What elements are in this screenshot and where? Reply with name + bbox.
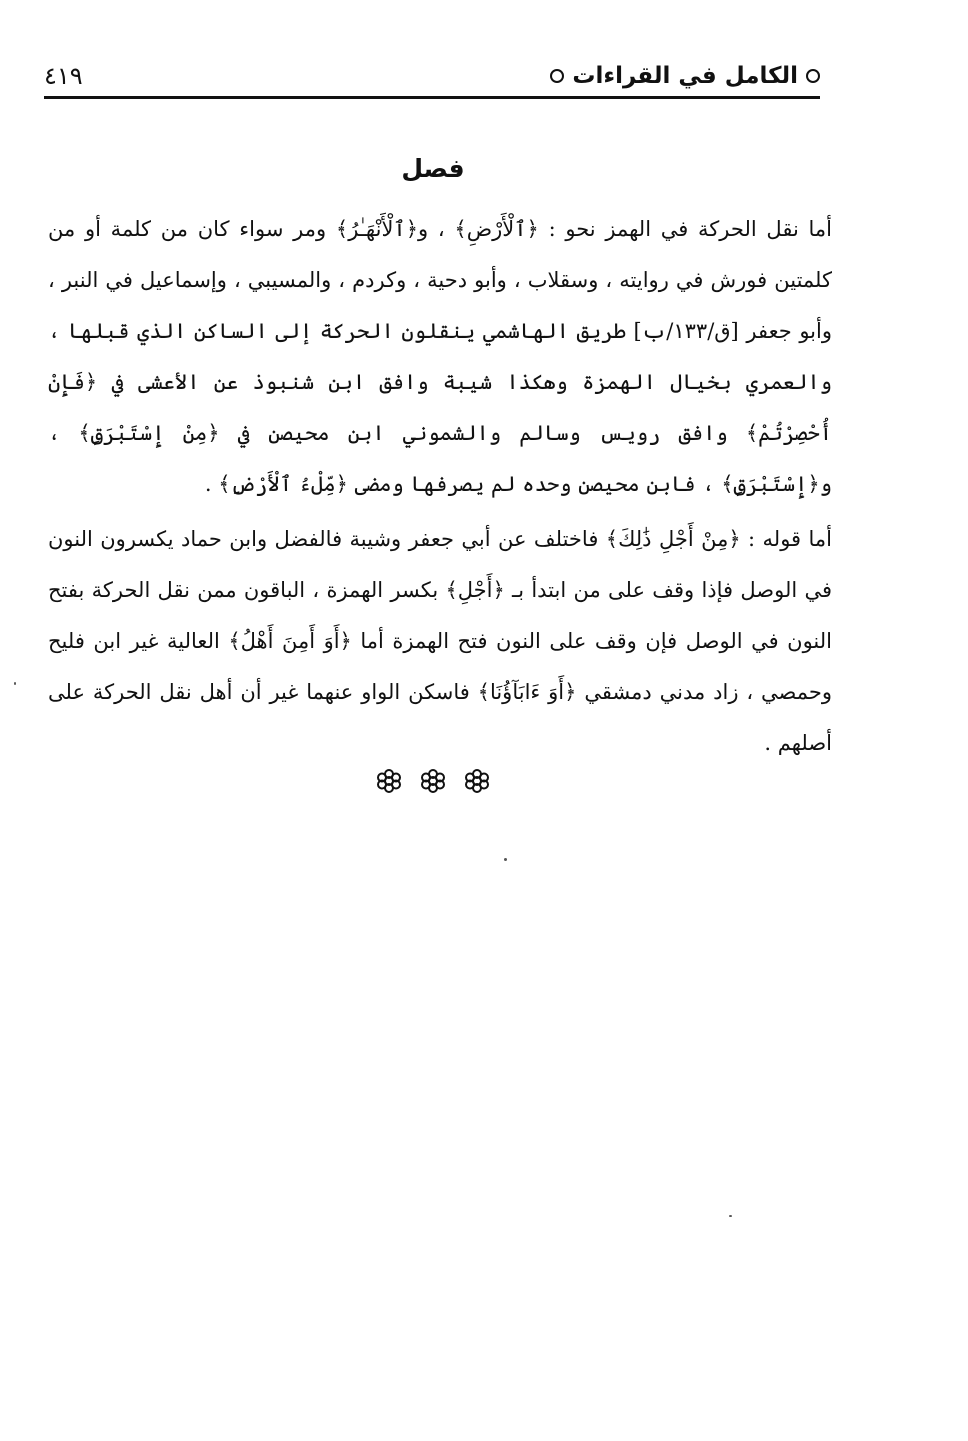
flower-icon <box>464 768 490 794</box>
flower-icon <box>420 768 446 794</box>
section-separator <box>0 768 866 794</box>
scan-speck <box>14 682 16 685</box>
chapter-title: فصل <box>401 154 465 183</box>
paragraph: أما نقل الحركة في الهمز نحو : ﴿ٱلْأَرْضِ﴾ ، و﴿ٱلْأَنْهَـٰرُ﴾ ومر سواء كان من كلمة أو من كلمتين فورش في روايته ، وسقلاب ، وأبو دحية ، وكردم ، والمسيبي ، وإسماعيل في النبر ، وأبو جعفر [ق/١٣٣/ب] طريق الهاشمي ينقلون الحركة إلى الساكن الذي قبلها ، والعمري بخيال الهمزة وهكذا شيبة وافق ابن شنبوذ عن الأعشى في ﴿فَإِنْ أُحْصِرْتُمْ﴾ وافق رويس وسالم والشموني ابن محيصن في ﴿مِنْ إِسْتَبْرَقٍ﴾ ، و﴿إِسْتَبْرَقٍ﴾ ، فابن محيصن وحده لم يصرفها ومضى ﴿مِّلْءُ ٱلْأَرْضِ﴾ . <box>48 217 832 496</box>
flower-icon <box>376 768 402 794</box>
paragraph: أما قوله : ﴿مِنْ أَجْلِ ذَٰلِكَ﴾ فاختلف عن أبي جعفر وشيبة فالفضل وابن حماد يكسرون النون في الوصل فإذا وقف على من ابتدأ بـ ﴿أَجْلِ﴾ بكسر الهمزة ، الباقون ممن نقل الحركة بفتح النون في الوصل فإن وقف على النون فتح الهمزة أما ﴿أَوَ أَمِنَ أَهْلُ﴾ العالية غير ابن فليح وحمصي ، زاد مدني دمشقي ﴿أَوَ ءَابَآؤُنَا﴾ فاسكن الواو عنهما غير أن أهل نقل الحركة على أصلهم . <box>48 527 832 755</box>
circle-ornament-icon <box>806 69 820 83</box>
scan-speck <box>504 858 507 861</box>
header-divider <box>44 96 820 99</box>
running-header <box>44 56 820 96</box>
book-title-group <box>550 63 820 89</box>
page-number: ٤١٩ <box>44 62 83 90</box>
scan-speck <box>729 1215 732 1217</box>
book-title: الكامل في القراءات <box>572 63 798 89</box>
circle-ornament-icon <box>550 69 564 83</box>
body-text <box>48 204 832 769</box>
